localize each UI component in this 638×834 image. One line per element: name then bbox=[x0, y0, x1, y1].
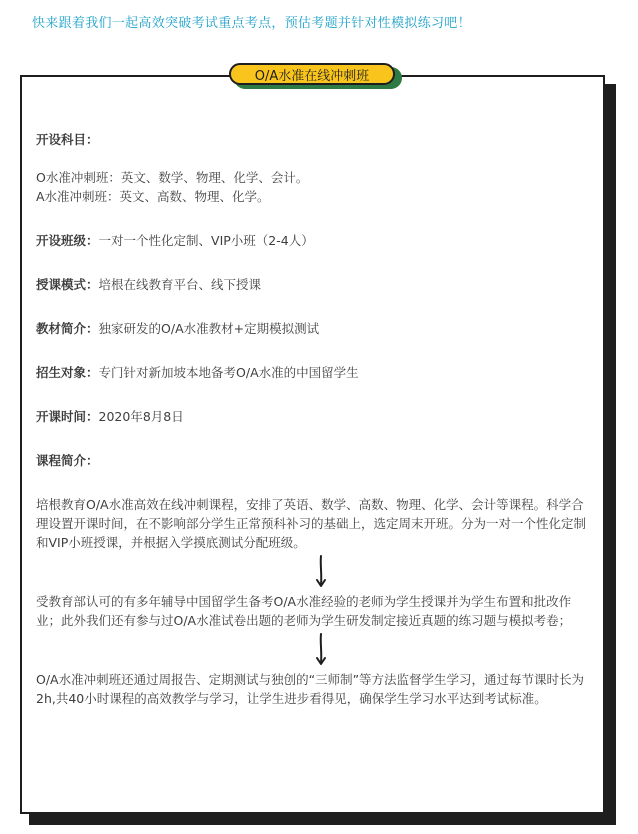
start-date-label: 开课时间： bbox=[36, 409, 99, 424]
materials-value: 独家研发的O/A水准教材+定期模拟测试 bbox=[98, 321, 320, 336]
start-date-value: 2020年8月8日 bbox=[98, 409, 184, 424]
card-content bbox=[36, 130, 594, 708]
subjects-o-level: O水准冲刺班：英文、数学、物理、化学、会计。 bbox=[36, 170, 309, 185]
subjects-label: 开设科目： bbox=[36, 132, 99, 147]
down-arrow-icon-2 bbox=[311, 630, 331, 670]
intro-text: 快来跟着我们一起高效突破考试重点考点，预估考题并针对性模拟练习吧！ bbox=[32, 16, 471, 31]
class-type-label: 开设班级： bbox=[36, 233, 99, 248]
course-intro-para3: O/A水准冲刺班还通过周报告、定期测试与独创的“三师制”等方法监督学生学习，通过每节课时长为2h,共40小时课程的高效教学与学习，让学生进步看得见，确保学生学习水平达到考试标准。 bbox=[36, 672, 585, 706]
subjects-a-level: A水准冲刺班：英文、高数、物理、化学。 bbox=[36, 189, 270, 204]
card-title: O/A水准在线冲刺班 bbox=[229, 63, 395, 85]
teaching-mode-label: 授课模式： bbox=[36, 277, 99, 292]
course-intro-para1: 培根教育O/A水准高效在线冲刺课程，安排了英语、数学、高数、物理、化学、会计等课程。科学合理设置开课时间，在不影响部分学生正常预科补习的基础上，选定周末开班。分为一对一个性化定制和VIP小班授课，并根据入学摸底测试分配班级。 bbox=[36, 497, 587, 550]
teaching-mode-value: 培根在线教育平台、线下授课 bbox=[98, 277, 262, 292]
class-type-value: 一对一个性化定制、VIP小班（2-4人） bbox=[98, 233, 314, 248]
target-label: 招生对象： bbox=[36, 365, 99, 380]
target-value: 专门针对新加坡本地备考O/A水准的中国留学生 bbox=[98, 365, 359, 380]
down-arrow-icon bbox=[311, 552, 331, 592]
course-intro-para2: 受教育部认可的有多年辅导中国留学生备考O/A水准经验的老师为学生授课并为学生布置和批改作业；此外我们还有参与过O/A水准试卷出题的老师为学生研发制定接近真题的练习题与模拟考卷； bbox=[36, 594, 572, 628]
course-intro-label: 课程简介： bbox=[36, 453, 99, 468]
materials-label: 教材简介： bbox=[36, 321, 99, 336]
